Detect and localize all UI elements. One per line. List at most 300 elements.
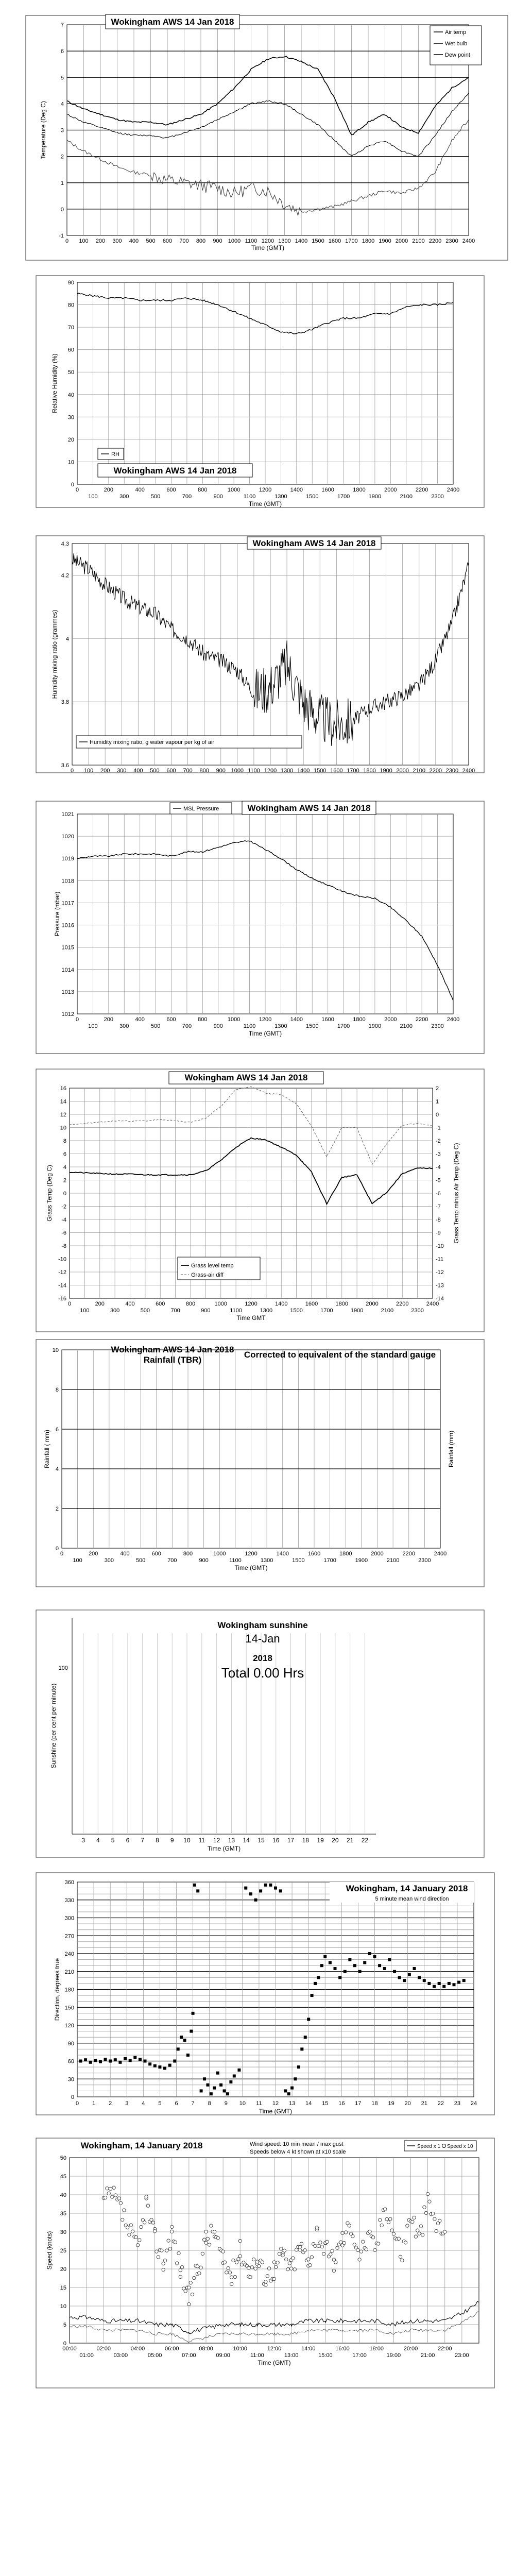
y-tick-label: 12	[60, 1112, 66, 1118]
x-tick-label: 2000	[371, 1551, 384, 1557]
data-point	[250, 2266, 253, 2269]
x-tick-label: 1900	[355, 1557, 368, 1564]
y2-tick-label: -1	[436, 1125, 441, 1131]
x-tick-label: 20	[404, 2100, 411, 2107]
data-point	[158, 2065, 161, 2069]
x-tick-label: 19	[317, 1837, 324, 1844]
x-tick-label: 800	[185, 1301, 196, 1307]
x-tick-label: 1800	[339, 1551, 352, 1557]
y-tick-label: 35	[60, 2211, 66, 2217]
data-point	[378, 1964, 381, 1967]
y2-tick-label: -12	[436, 1269, 444, 1276]
data-point	[238, 2240, 242, 2243]
x-tick-label: 1100	[230, 1308, 242, 1314]
data-point	[344, 2231, 347, 2234]
x-tick-label: 2200	[415, 487, 428, 493]
x-tick-label: 1000	[213, 1551, 226, 1557]
y2-axis-label: Rainfall (mm)	[448, 1430, 455, 1468]
y-tick-label: 30	[67, 414, 74, 421]
y2-tick-label: -10	[436, 1243, 444, 1249]
data-point	[408, 1973, 411, 1976]
x-tick-label: 1500	[312, 238, 324, 244]
x-tick-label: 700	[167, 1557, 177, 1564]
x-tick-label: 1900	[368, 494, 382, 500]
x-tick-label: 100	[73, 1557, 82, 1564]
data-point	[226, 2092, 229, 2095]
x-tick-label: 7	[141, 1837, 145, 1844]
wind-direction-chart	[36, 1873, 494, 2115]
data-point	[237, 2258, 240, 2261]
x-tick-label: 18	[371, 2100, 378, 2107]
x-tick-label: 1300	[280, 768, 294, 774]
y-tick-label: 40	[67, 392, 74, 398]
data-point	[431, 2212, 434, 2215]
data-point	[99, 2060, 102, 2063]
x-tick-label: 2400	[426, 1301, 439, 1307]
sunshine-chart	[36, 1610, 484, 1857]
y2-tick-label: 2	[436, 1086, 439, 1092]
x-tick-label: 300	[112, 238, 122, 244]
x-tick-label: 2400	[462, 238, 475, 244]
x-tick-label: 1200	[261, 238, 274, 244]
x-tick-label: 1400	[275, 1301, 288, 1307]
x-tick-label: 1600	[321, 1016, 334, 1023]
x-tick-label: 800	[196, 238, 206, 244]
data-point	[307, 2258, 310, 2261]
data-point	[362, 2240, 365, 2243]
data-point	[384, 2208, 387, 2211]
data-point	[426, 2192, 429, 2195]
data-point	[123, 2209, 126, 2212]
data-point	[261, 2261, 264, 2264]
x-tick-label: 07:00	[182, 2352, 196, 2359]
data-point	[298, 2248, 301, 2251]
data-point	[371, 2236, 374, 2239]
x-tick-label: 21	[346, 1837, 354, 1844]
data-point	[297, 2065, 300, 2069]
data-point	[314, 2244, 317, 2247]
data-point	[348, 2224, 351, 2227]
y-tick-label: 8	[55, 1387, 59, 1393]
x-axis-label: Time (GMT)	[248, 1030, 282, 1037]
data-point	[348, 1958, 351, 1961]
y-tick-label: 4.3	[61, 541, 69, 547]
x-tick-label: 0	[60, 1551, 64, 1557]
data-point	[308, 2264, 312, 2267]
x-tick-label: 1200	[245, 1301, 258, 1307]
x-tick-label: 1400	[276, 1551, 289, 1557]
x-tick-label: 18	[302, 1837, 309, 1844]
data-point	[329, 2253, 332, 2256]
y-tick-label: 1015	[61, 944, 74, 951]
data-point	[307, 2018, 310, 2021]
x-tick-label: 2200	[428, 238, 442, 244]
x-tick-label: 2400	[447, 487, 460, 493]
legend-label: Speed x 10	[447, 2144, 473, 2149]
data-point	[84, 2058, 87, 2061]
x-tick-label: 15:00	[318, 2352, 333, 2359]
y-tick-label: 1016	[61, 922, 74, 929]
data-point	[163, 2259, 166, 2262]
data-point	[187, 2302, 191, 2306]
data-point	[376, 2242, 380, 2245]
data-point	[392, 2232, 395, 2235]
data-point	[136, 2244, 139, 2247]
y-axis-label: Relative Humidity (%)	[51, 353, 58, 413]
data-point	[269, 1884, 272, 1887]
data-point	[424, 2211, 427, 2214]
legend-label: Humidity mixing ratio, g water vapour per kg of air	[90, 739, 215, 745]
x-tick-label: 1900	[368, 1023, 382, 1029]
data-point	[94, 2059, 97, 2062]
x-tick-label: 600	[166, 768, 176, 774]
y-tick-label: -1	[59, 233, 64, 239]
x-tick-label: 2100	[412, 238, 425, 244]
data-point	[206, 2237, 209, 2240]
x-tick-label: 1700	[323, 1557, 336, 1564]
y2-tick-label: -13	[436, 1282, 444, 1289]
y-tick-label: 2	[63, 1177, 66, 1184]
data-point	[363, 1961, 366, 1964]
x-tick-label: 900	[213, 494, 223, 500]
data-point	[229, 2080, 232, 2083]
x-tick-label: 0	[67, 1301, 72, 1307]
y-tick-label: 0	[63, 2341, 66, 2347]
x-tick-label: 200	[95, 238, 106, 244]
x-tick-label: 2300	[411, 1308, 424, 1314]
data-point	[398, 1976, 401, 1979]
x-tick-label: 400	[120, 1551, 130, 1557]
data-point	[193, 1884, 196, 1887]
y-tick-label: 90	[67, 280, 74, 286]
x-tick-label: 1900	[379, 238, 391, 244]
chart-note: Speeds below 4 kt shown at x10 scale	[250, 2149, 346, 2155]
data-point	[285, 2258, 288, 2261]
y2-tick-label: 1	[436, 1098, 439, 1105]
x-tick-label: 1200	[259, 487, 272, 493]
x-tick-label: 3	[125, 2100, 129, 2107]
data-point	[179, 2268, 182, 2272]
y-axis-label: Direction, degrees true	[54, 1958, 61, 2021]
x-tick-label: 1000	[227, 1016, 241, 1023]
x-tick-label: 1500	[292, 1557, 305, 1564]
data-point	[294, 2077, 297, 2080]
y-tick-label: 3.6	[61, 762, 69, 769]
y-tick-label: -16	[58, 1296, 66, 1302]
x-tick-label: 900	[216, 768, 226, 774]
data-point	[322, 2252, 325, 2256]
data-point	[216, 2072, 219, 2075]
data-point	[287, 2092, 290, 2095]
x-tick-label: 1500	[306, 1023, 319, 1029]
x-tick-label: 16	[338, 2100, 345, 2107]
x-tick-label: 2100	[386, 1557, 400, 1564]
y2-tick-label: 0	[436, 1112, 439, 1118]
data-point	[438, 1982, 441, 1985]
data-point	[291, 2257, 295, 2260]
x-tick-label: 2100	[400, 1023, 413, 1029]
data-point	[462, 1979, 466, 1982]
y-tick-label: -12	[58, 1269, 66, 1276]
x-tick-label: 09:00	[216, 2352, 230, 2359]
x-tick-label: 16	[272, 1837, 280, 1844]
x-tick-label: 100	[88, 494, 98, 500]
data-point	[233, 2275, 236, 2278]
legend-label: MSL Pressure	[183, 806, 219, 812]
data-point	[112, 2186, 115, 2189]
data-point	[314, 1982, 317, 1985]
y-tick-label: 1020	[61, 834, 74, 840]
x-tick-label: 1100	[229, 1557, 242, 1564]
x-tick-label: 6	[126, 1837, 130, 1844]
data-point	[358, 1970, 362, 1973]
x-tick-label: 700	[182, 494, 192, 500]
x-tick-label: 1600	[328, 238, 341, 244]
y2-tick-label: -14	[436, 1296, 444, 1302]
y-tick-label: 20	[67, 436, 74, 443]
x-tick-label: 800	[198, 487, 208, 493]
legend	[430, 26, 482, 65]
data-point	[380, 2224, 383, 2227]
data-point	[129, 2224, 132, 2227]
data-point	[266, 2275, 269, 2278]
chart-subtitle: 14-Jan	[245, 1632, 280, 1645]
x-tick-label: 700	[182, 1023, 192, 1029]
data-point	[128, 2233, 131, 2236]
y-tick-label: 8	[63, 1138, 66, 1144]
data-point	[160, 2249, 163, 2252]
x-tick-label: 1	[92, 2100, 96, 2107]
y-tick-label: 100	[58, 1665, 68, 1671]
x-tick-label: 1400	[290, 487, 303, 493]
y-axis-label: Grass Temp (Deg C)	[46, 1165, 53, 1222]
data-point	[258, 2264, 261, 2267]
x-tick-label: 200	[104, 487, 114, 493]
data-point	[304, 2036, 307, 2039]
x-axis-label: Time (GMT)	[251, 244, 285, 251]
data-point	[151, 2221, 154, 2224]
data-point	[138, 2239, 141, 2242]
data-point	[274, 2265, 278, 2268]
y-tick-label: 240	[64, 1951, 74, 1957]
x-tick-label: 1100	[245, 238, 258, 244]
x-tick-label: 1700	[345, 238, 358, 244]
data-point	[210, 2224, 213, 2227]
y-tick-label: 5	[60, 75, 64, 81]
data-point	[107, 2192, 110, 2195]
x-tick-label: 1200	[259, 1016, 272, 1023]
x-tick-label: 1700	[337, 494, 350, 500]
legend-label: Air temp	[445, 29, 466, 36]
x-tick-label: 300	[119, 1023, 129, 1029]
y-tick-label: 50	[67, 369, 74, 376]
data-point	[353, 2243, 356, 2246]
x-tick-label: 8	[156, 1837, 159, 1844]
data-point	[167, 2239, 170, 2242]
x-axis-label: Time (GMT)	[234, 1564, 268, 1571]
x-tick-label: 2200	[429, 768, 442, 774]
chart-title: Wokingham AWS 14 Jan 2018	[252, 538, 376, 548]
data-point	[358, 2258, 361, 2261]
y2-tick-label: -9	[436, 1230, 441, 1236]
data-point	[351, 2234, 354, 2238]
data-point	[397, 2237, 400, 2240]
x-tick-label: 0	[65, 238, 69, 244]
y-tick-label: 4	[60, 101, 64, 108]
data-point	[200, 2089, 203, 2092]
y-tick-label: 25	[60, 2248, 66, 2254]
data-point	[196, 2265, 199, 2268]
x-tick-label: 600	[151, 1551, 161, 1557]
data-point	[155, 2250, 158, 2253]
data-point	[255, 2260, 259, 2263]
x-tick-label: 17	[355, 2100, 362, 2107]
data-point	[177, 2047, 180, 2050]
x-tick-label: 2000	[396, 768, 409, 774]
x-tick-label: 700	[179, 238, 189, 244]
x-tick-label: 2200	[396, 1301, 409, 1307]
x-tick-label: 06:00	[164, 2346, 179, 2352]
data-point	[404, 2241, 407, 2244]
temperature-chart	[26, 14, 508, 260]
data-point	[219, 2083, 222, 2087]
x-tick-label: 800	[183, 1551, 193, 1557]
data-point	[109, 2187, 112, 2190]
x-tick-label: 1400	[295, 238, 308, 244]
x-tick-label: 1500	[290, 1308, 303, 1314]
x-tick-label: 1300	[260, 1557, 273, 1564]
x-tick-label: 12	[213, 1837, 220, 1844]
y2-tick-label: -3	[436, 1151, 441, 1158]
x-tick-label: 400	[135, 487, 145, 493]
x-tick-label: 22	[361, 1837, 369, 1844]
data-point	[221, 2250, 225, 2253]
y-tick-label: 120	[64, 2023, 74, 2029]
y-tick-label: 30	[67, 2076, 74, 2083]
data-point	[406, 2224, 409, 2227]
x-tick-label: 300	[110, 1308, 120, 1314]
data-point	[131, 2230, 134, 2233]
x-tick-label: 7	[191, 2100, 195, 2107]
y-tick-label: 0	[60, 206, 64, 213]
data-point	[329, 1961, 332, 1964]
x-tick-label: 1100	[243, 1023, 256, 1029]
data-point	[104, 2196, 107, 2199]
y-tick-label: 1019	[61, 856, 74, 862]
y-tick-label: 1017	[61, 900, 74, 907]
y-axis-label: Sunshine (per cent per minute)	[50, 1683, 57, 1769]
y-tick-label: -10	[58, 1256, 66, 1263]
x-tick-label: 14	[305, 2100, 312, 2107]
data-point	[448, 1982, 451, 1985]
data-point	[264, 2283, 267, 2286]
data-point	[388, 1958, 391, 1961]
data-point	[334, 2261, 337, 2264]
data-point	[183, 2039, 186, 2042]
data-point	[230, 2276, 233, 2279]
x-tick-label: 08:00	[199, 2346, 213, 2352]
data-point	[144, 2060, 147, 2063]
data-point	[331, 2249, 334, 2252]
x-tick-label: 1700	[337, 1023, 350, 1029]
y2-axis-label: Grass Temp minus Air Temp (Deg C)	[453, 1143, 460, 1244]
data-point	[279, 1889, 282, 1892]
data-point	[334, 1967, 337, 1970]
y-tick-label: 10	[60, 2303, 66, 2310]
data-point	[344, 1970, 347, 1973]
data-point	[139, 2058, 142, 2061]
y-tick-label: 10	[52, 1347, 59, 1353]
y2-tick-label: -5	[436, 1177, 441, 1184]
chart-title: Wokingham, 14 January 2018	[80, 2141, 203, 2150]
x-tick-label: 1000	[214, 1301, 227, 1307]
y-axis-label: Speed (knots)	[46, 2231, 53, 2270]
y-tick-label: 6	[55, 1427, 59, 1433]
x-tick-label: 2000	[384, 1016, 397, 1023]
data-point	[435, 2229, 438, 2232]
x-tick-label: 00:00	[62, 2346, 77, 2352]
x-tick-label: 2000	[366, 1301, 379, 1307]
data-point	[300, 2242, 303, 2245]
x-tick-label: 100	[79, 238, 89, 244]
y2-tick-label: -11	[436, 1256, 444, 1263]
chart-title: Wokingham, 14 January 2018	[346, 1884, 468, 1893]
x-tick-label: 24	[470, 2100, 477, 2107]
data-point	[168, 2064, 171, 2067]
x-tick-label: 03:00	[113, 2352, 128, 2359]
x-tick-label: 21:00	[420, 2352, 435, 2359]
chart-subtitle: Wind speed: 10 min mean / max gust	[250, 2141, 344, 2147]
chart-subtitle: 5 minute mean wind direction	[375, 1896, 449, 1902]
x-tick-label: 1900	[380, 768, 392, 774]
x-tick-label: 2300	[431, 494, 444, 500]
data-point	[203, 2077, 206, 2080]
data-point	[153, 2230, 156, 2233]
data-point	[272, 2261, 276, 2264]
y2-tick-label: -4	[436, 1164, 441, 1171]
mixing-ratio-chart	[36, 536, 484, 774]
data-point	[320, 2245, 323, 2248]
x-tick-label: 900	[201, 1308, 211, 1314]
data-point	[140, 2225, 143, 2228]
y-tick-label: 10	[67, 459, 74, 466]
x-tick-label: 1800	[363, 768, 376, 774]
x-tick-label: 5	[158, 2100, 162, 2107]
data-point	[356, 2248, 359, 2251]
data-point	[168, 2247, 171, 2250]
x-tick-label: 200	[89, 1551, 98, 1557]
data-point	[293, 2268, 296, 2271]
data-point	[418, 1976, 421, 1979]
data-point	[133, 2056, 136, 2059]
x-tick-label: 1600	[321, 487, 334, 493]
x-tick-label: 20:00	[403, 2346, 418, 2352]
x-tick-label: 2300	[445, 768, 459, 774]
y-tick-label: 16	[60, 1086, 66, 1092]
y-tick-label: 30	[60, 2229, 66, 2235]
data-point	[104, 2058, 107, 2061]
data-point	[264, 1884, 267, 1887]
x-tick-label: 1200	[245, 1551, 258, 1557]
data-point	[373, 2248, 376, 2251]
data-point	[317, 2244, 320, 2247]
data-point	[89, 2061, 92, 2064]
x-tick-label: 2100	[413, 768, 425, 774]
y-axis-label: Rainfall ( mm)	[43, 1430, 50, 1468]
x-tick-label: 900	[213, 1023, 223, 1029]
x-tick-label: 2200	[402, 1551, 415, 1557]
data-point	[311, 1994, 314, 1997]
